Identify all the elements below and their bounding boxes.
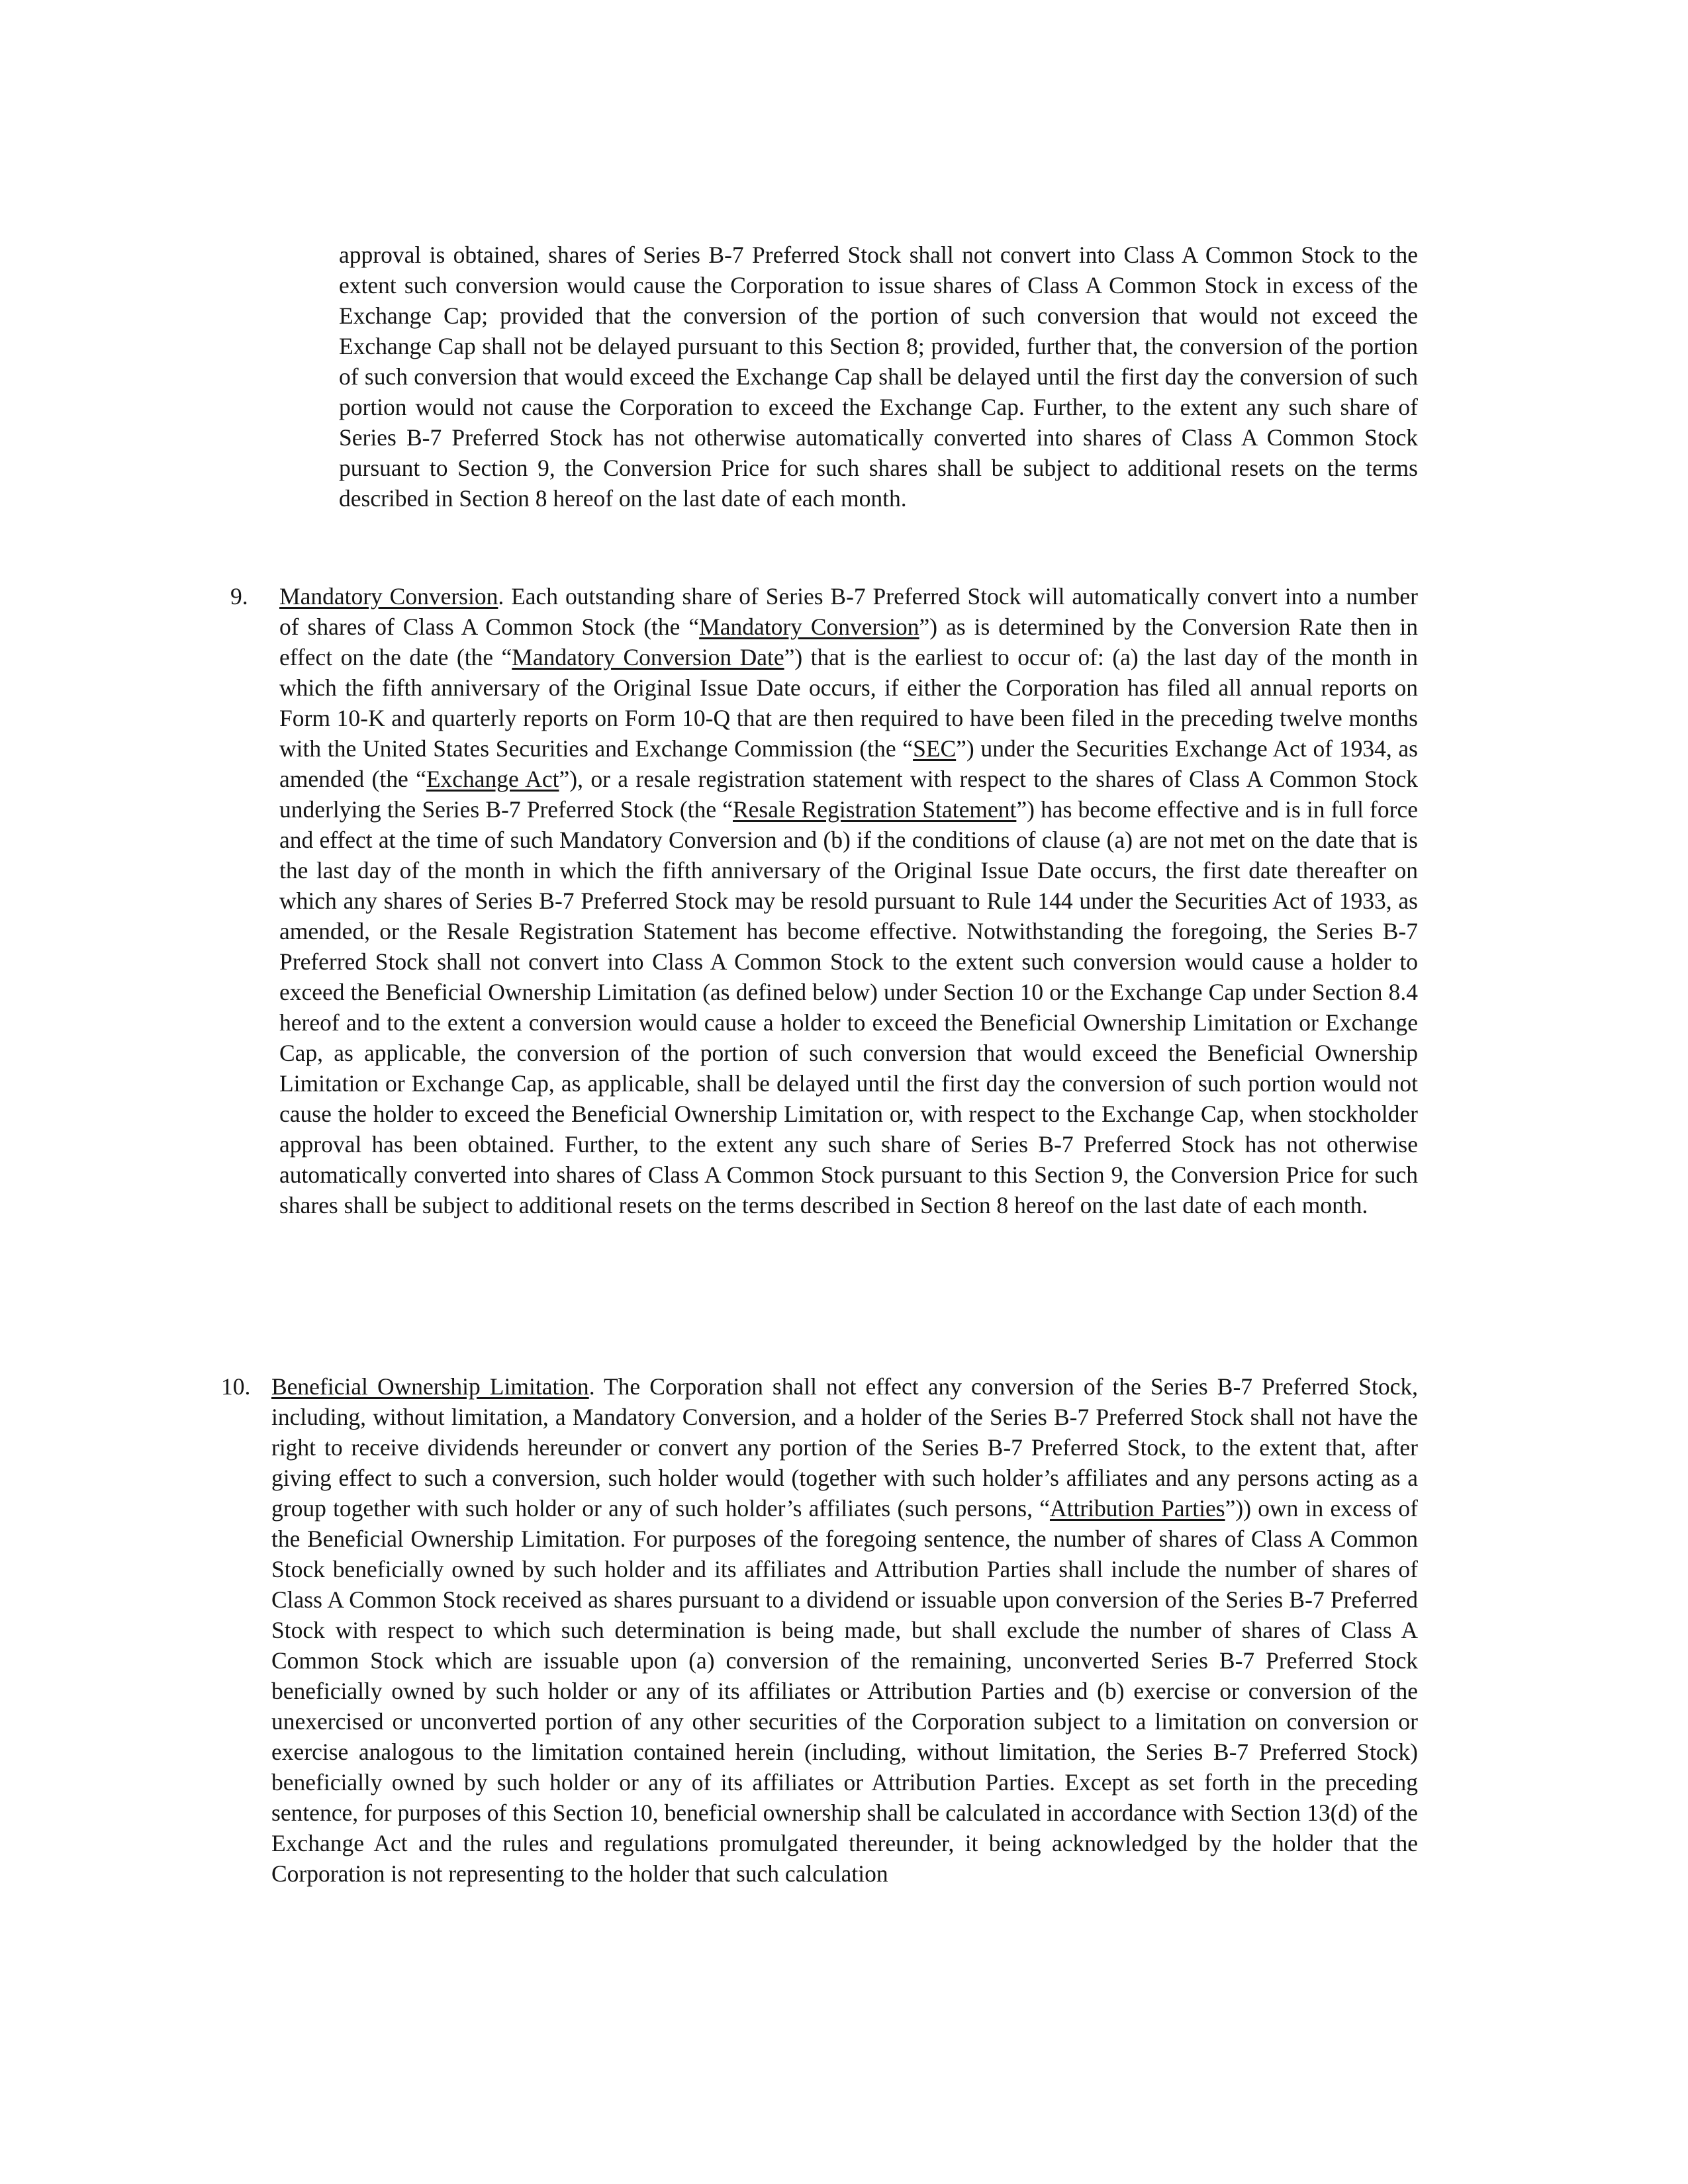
- defined-term-exchange-act: Exchange Act: [426, 766, 559, 792]
- section-10-paragraph: [271, 1371, 1418, 1889]
- section-9-text-4: ”) under the Securities Exchange Act of 1934, as amended (the “: [279, 735, 1418, 792]
- section-9-paragraph: [279, 581, 1418, 1220]
- defined-term-sec: SEC: [913, 735, 957, 762]
- continuation-text: approval is obtained, shares of Series B-7 Preferred Stock shall not convert into Class A Common Stock to the extent such conversion would cause the Corporation to issue shares of Class A Common Stock in excess of the Exchange Cap; provided that the conversion of the portion of such conversion that would not exceed the Exchange Cap shall not be delayed pursuant to this Section 8; provided, further that, the conversion of the portion of such conversion that would exceed the Exchange Cap shall be delayed until the first day the conversion of such portion would not cause the Corporation to exceed the Exchange Cap. Further, to the extent any such share of Series B-7 Preferred Stock has not otherwise automatically converted into shares of Class A Common Stock pursuant to Section 9, the Conversion Price for such shares shall be subject to additional resets on the terms described in Section 8 hereof on the last date of each month.: [339, 242, 1418, 512]
- defined-term-resale-registration-statement: Resale Registration Statement: [732, 796, 1017, 823]
- section-10-text-1: . The Corporation shall not effect any conversion of the Series B-7 Preferred Stock, including, without limitation, a Mandatory Conversion, and a holder of the Series B-7 Preferred Stock shall not have the right to receive dividends hereunder or convert any portion of the Series B-7 Preferred Stock, to the extent that, after giving effect to such a conversion, such holder would (together with such holder’s affiliates and any persons acting as a group together with such holder or any of such holder’s affiliates (such persons, “: [271, 1373, 1418, 1522]
- section-10-text-2: ”)) own in excess of the Beneficial Ownership Limitation. For purposes of the foregoing sentence, the number of shares of Class A Common Stock beneficially owned by such holder and its affiliates and Attribution Parties shall include the number of shares of Class A Common Stock received as shares pursuant to a dividend or issuable upon conversion of the Series B-7 Preferred Stock with respect to which such determination is being made, but shall exclude the number of shares of Class A Common Stock which are issuable upon (a) conversion of the remaining, unconverted Series B-7 Preferred Stock beneficially owned by such holder or any of its affiliates or Attribution Parties and (b) exercise or conversion of the unexercised or unconverted portion of any other securities of the Corporation subject to a limitation on conversion or exercise analogous to the limitation contained herein (including, without limitation, the Series B-7 Preferred Stock) beneficially owned by such holder or any of its affiliates or Attribution Parties. Except as set forth in the preceding sentence, for purposes of this Section 10, beneficial ownership shall be calculated in accordance with Section 13(d) of the Exchange Act and the rules and regulations promulgated thereunder, it being acknowledged by the holder that the Corporation is not representing to the holder that such calculation: [271, 1495, 1418, 1887]
- section-9-text-2: ”) as is determined by the Conversion Rate then in effect on the date (the “: [279, 614, 1418, 670]
- defined-term-mandatory-conversion-date: Mandatory Conversion Date: [512, 644, 784, 670]
- section-10-number: 10.: [221, 1373, 251, 1400]
- defined-term-attribution-parties: Attribution Parties: [1049, 1495, 1225, 1522]
- section-9-heading: Mandatory Conversion: [279, 583, 498, 610]
- section-9-text-1: . Each outstanding share of Series B-7 Preferred Stock will automatically convert into a number of shares of Class A Common Stock (the “: [279, 583, 1418, 640]
- section-9-number: 9.: [230, 583, 248, 610]
- continuation-paragraph: [339, 240, 1418, 514]
- section-9-text-5: ”), or a resale registration statement with respect to the shares of Class A Common Stock underlying the Series B-7 Preferred Stock (the “: [279, 766, 1418, 823]
- defined-term-mandatory-conversion: Mandatory Conversion: [699, 614, 919, 640]
- section-9-text-6: ”) has become effective and is in full force and effect at the time of such Mandatory Conversion and (b) if the conditions of clause (a) are not met on the date that is the last day of the month in which the fifth anniversary of the Original Issue Date occurs, the first date thereafter on which any shares of Series B-7 Preferred Stock may be resold pursuant to Rule 144 under the Securities Act of 1933, as amended, or the Resale Registration Statement has become effective. Notwithstanding the foregoing, the Series B-7 Preferred Stock shall not convert into Class A Common Stock to the extent such conversion would cause a holder to exceed the Beneficial Ownership Limitation (as defined below) under Section 10 or the Exchange Cap under Section 8.4 hereof and to the extent a conversion would cause a holder to exceed the Beneficial Ownership Limitation or Exchange Cap, as applicable, the conversion of the portion of such conversion that would exceed the Beneficial Ownership Limitation or Exchange Cap, as applicable, shall be delayed until the first day the conversion of such portion would not cause the holder to exceed the Beneficial Ownership Limitation or, with respect to the Exchange Cap, when stockholder approval has been obtained. Further, to the extent any such share of Series B-7 Preferred Stock has not otherwise automatically converted into shares of Class A Common Stock pursuant to this Section 9, the Conversion Price for such shares shall be subject to additional resets on the terms described in Section 8 hereof on the last date of each month.: [279, 796, 1418, 1218]
- section-9-text-3: ”) that is the earliest to occur of: (a) the last day of the month in which the fifth anniversary of the Original Issue Date occurs, if either the Corporation has filed all annual reports on Form 10-K and quarterly reports on Form 10-Q that are then required to have been filed in the preceding twelve months with the United States Securities and Exchange Commission (the “: [279, 644, 1418, 762]
- section-10-heading: Beneficial Ownership Limitation: [271, 1373, 589, 1400]
